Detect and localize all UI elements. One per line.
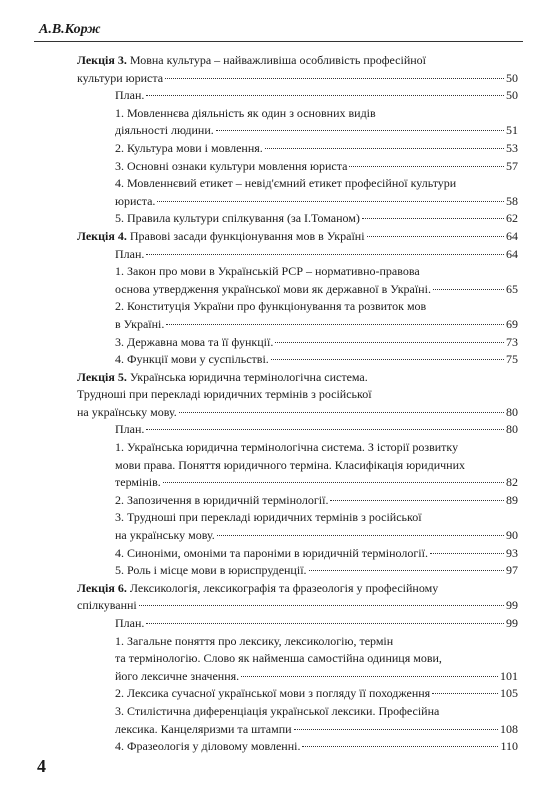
toc-leader-line [115, 738, 518, 756]
toc-leader-line [115, 334, 518, 352]
toc-entry-text [115, 545, 428, 563]
toc-entry-text [115, 246, 144, 264]
toc-entry-last-text: діяльності людини. [115, 123, 214, 138]
dot-leader [309, 570, 504, 571]
toc-entry-text: Українська юридична термінологічна система. [129, 369, 368, 384]
toc-entry-last-text: на українську мову. [77, 404, 177, 419]
toc-sub-entry [77, 738, 518, 756]
toc-lecture-entry [77, 52, 518, 87]
toc-entry-text [115, 334, 273, 352]
toc-entry-last-text: План. [115, 616, 145, 630]
toc-page-number: 73 [506, 334, 518, 349]
toc-sub-entry [77, 492, 518, 510]
toc-entry-text [115, 685, 430, 703]
toc-leader-line [77, 597, 518, 615]
toc-entry-text [115, 281, 431, 299]
toc-entry-text [115, 668, 239, 686]
toc-page-number: 80 [506, 404, 518, 419]
toc-entry-last-text: План. [115, 88, 145, 103]
toc-leader-line [115, 421, 518, 439]
toc-leader-line [115, 615, 518, 633]
toc-leader-line [115, 158, 518, 176]
toc-entry-last-text: Правові засади функціонування мов в Україні [129, 228, 365, 243]
toc-entry-text: 3. Трудноші при перекладі юридичних термінів з російської [115, 510, 422, 525]
lecture-label: Лекція 5. [77, 369, 127, 384]
toc-entry-last-text: 4. Функції мови у суспільстві. [115, 352, 269, 367]
toc-page-number: 62 [506, 211, 518, 226]
toc-leader-line [115, 527, 518, 545]
toc-lecture-entry [77, 228, 518, 246]
toc-entry-last-text: 3. Державна мова та її функції. [115, 334, 274, 349]
toc-sub-entry [77, 703, 518, 738]
toc-leader-line [77, 228, 518, 246]
toc-entry-text [115, 210, 360, 228]
toc-sub-entry [77, 158, 518, 176]
lecture-label: Лекція 4. [77, 228, 127, 243]
toc-entry-line [115, 298, 518, 316]
toc-page-number: 90 [506, 528, 518, 543]
toc-entry-text [115, 421, 144, 439]
toc-entry-last-text: 2. Лексика сучасної української мови з погляду її походження [115, 686, 431, 701]
lecture-label: Лекція 3. [77, 53, 127, 67]
toc-entry-text [77, 228, 365, 246]
toc-entry-text [77, 70, 163, 88]
dot-leader [367, 236, 504, 237]
dot-leader [241, 676, 498, 677]
dot-leader [146, 254, 504, 255]
toc-page-number: 50 [506, 88, 518, 103]
toc-entry-last-text: його лексичне значення. [115, 668, 240, 683]
toc-entry-text: мови права. Поняття юридичного терміна. Класифікація юридичних [115, 457, 465, 472]
toc-sub-entry [77, 87, 518, 105]
table-of-contents [77, 52, 518, 756]
toc-entry-text [115, 492, 328, 510]
toc-leader-line [115, 685, 518, 703]
toc-entry-last-text: 2. Запозичення в юридичній термінології. [115, 492, 329, 507]
toc-entry-text [115, 193, 155, 211]
toc-leader-line [115, 492, 518, 510]
toc-sub-entry [77, 351, 518, 369]
dot-leader [302, 746, 498, 747]
dot-leader [146, 95, 504, 96]
toc-entry-text [115, 122, 214, 140]
toc-entry-text: 1. Українська юридична термінологічна система. З історії розвитку [115, 440, 459, 455]
header-rule [34, 41, 523, 42]
toc-lecture-entry [77, 369, 518, 422]
toc-page-number: 108 [500, 721, 518, 736]
dot-leader [271, 359, 504, 360]
toc-entry-line [115, 703, 518, 721]
toc-entry-last-text: 4. Синоніми, омоніми та пароніми в юридичній термінології. [115, 545, 428, 560]
toc-entry-line [115, 263, 518, 281]
toc-entry-last-text: термінів. [115, 475, 161, 490]
dot-leader [165, 78, 504, 79]
lecture-label: Лекція 6. [77, 580, 127, 595]
toc-sub-entry [77, 509, 518, 544]
toc-leader-line [115, 721, 518, 739]
toc-entry-line [115, 457, 518, 475]
toc-leader-line [115, 545, 518, 563]
dot-leader [146, 623, 504, 624]
toc-page-number: 65 [506, 281, 518, 296]
toc-sub-entry [77, 615, 518, 633]
toc-sub-entry [77, 633, 518, 686]
toc-entry-line [77, 386, 518, 404]
toc-leader-line [115, 668, 518, 686]
toc-leader-line [115, 281, 518, 299]
toc-entry-text [115, 721, 292, 739]
toc-entry-text [115, 738, 300, 756]
toc-entry-last-text: 5. Роль і місце мови в юриспруденції. [115, 563, 307, 578]
toc-entry-text [115, 527, 215, 545]
toc-entry-line [115, 105, 518, 123]
toc-leader-line [77, 70, 518, 88]
toc-entry-last-text: 2. Культура мови і мовлення. [115, 140, 263, 155]
toc-leader-line [115, 210, 518, 228]
toc-sub-entry [77, 685, 518, 703]
toc-entry-text [115, 158, 347, 176]
toc-entry-last-text: в Україні. [115, 316, 165, 331]
toc-page-number: 89 [506, 492, 518, 507]
toc-entry-last-text: лексика. Канцеляризми та штампи [115, 721, 292, 736]
toc-entry-last-text: юриста. [115, 193, 156, 208]
toc-sub-entry [77, 545, 518, 563]
page-number: 4 [37, 756, 46, 776]
toc-page-number: 105 [500, 686, 518, 701]
toc-entry-text: Трудноші при перекладі юридичних термінів з російської [77, 387, 372, 402]
toc-leader-line [115, 246, 518, 264]
dot-leader [265, 148, 504, 149]
toc-entry-last-text: План. [115, 246, 145, 261]
dot-leader [330, 500, 504, 501]
toc-page-number: 64 [506, 228, 518, 243]
toc-sub-entry [77, 421, 518, 439]
toc-entry-line [115, 650, 518, 668]
toc-sub-entry [77, 439, 518, 492]
toc-entry-text: 1. Закон про мови в Українській РСР – нормативно-правова [115, 264, 420, 279]
toc-entry-last-text: на українську мову. [115, 528, 215, 543]
toc-entry-line [115, 509, 518, 527]
running-head: А.В.Корж [39, 22, 101, 37]
toc-page-number: 101 [500, 668, 518, 683]
toc-entry-last-text: культури юриста [77, 70, 164, 85]
toc-page-number: 99 [506, 598, 518, 613]
dot-leader [216, 130, 504, 131]
toc-page-number: 58 [506, 193, 518, 208]
toc-entry-line [115, 175, 518, 193]
dot-leader [166, 324, 504, 325]
toc-entry-text: 1. Мовленнєва діяльність як один з основних видів [115, 105, 376, 120]
toc-entry-text [115, 615, 144, 633]
toc-leader-line [115, 474, 518, 492]
toc-page-number: 57 [506, 158, 518, 173]
toc-entry-text: 4. Мовленнєвий етикет – невід'ємний етикет професійної культури [115, 176, 457, 191]
toc-entry-line [115, 633, 518, 651]
toc-page-number: 80 [506, 422, 518, 437]
toc-entry-text [77, 597, 137, 615]
toc-page-number: 64 [506, 246, 518, 261]
dot-leader [362, 218, 504, 219]
toc-entry-text [115, 474, 161, 492]
toc-sub-entry [77, 562, 518, 580]
toc-leader-line [115, 193, 518, 211]
toc-entry-last-text: 3. Основні ознаки культури мовлення юриста [115, 158, 348, 173]
toc-entry-text: 3. Стилістична диференціація української лексики. Професійна [115, 703, 440, 718]
toc-page-number: 82 [506, 475, 518, 490]
toc-page-number: 97 [506, 563, 518, 578]
toc-entry-last-text: спілкуванні [77, 598, 137, 613]
toc-leader-line [115, 122, 518, 140]
toc-entry-last-text: План. [115, 422, 145, 437]
dot-leader [157, 201, 504, 202]
toc-entry-text [115, 351, 269, 369]
toc-sub-entry [77, 298, 518, 333]
toc-sub-entry [77, 140, 518, 158]
toc-page-number: 51 [506, 123, 518, 138]
toc-entry-text [115, 140, 263, 158]
toc-lecture-entry [77, 580, 518, 615]
toc-page-number: 99 [506, 616, 518, 630]
toc-entry-last-text: 4. Фразеологія у діловому мовленні. [115, 739, 301, 754]
toc-sub-entry [77, 334, 518, 352]
toc-entry-text: 2. Конституція України про функціонування та розвиток мов [115, 299, 427, 314]
toc-leader-line [115, 562, 518, 580]
toc-page-number: 75 [506, 352, 518, 367]
dot-leader [179, 412, 504, 413]
dot-leader [275, 342, 504, 343]
toc-entry-text [115, 87, 144, 105]
toc-page-number: 93 [506, 545, 518, 560]
dot-leader [146, 429, 504, 430]
dot-leader [163, 482, 504, 483]
toc-leader-line [115, 316, 518, 334]
toc-entry-text [77, 404, 177, 422]
toc-sub-entry [77, 175, 518, 210]
toc-entry-line [77, 52, 518, 70]
toc-entry-last-text: 5. Правила культури спілкування (за І.Томаном) [115, 211, 360, 226]
toc-entry-text [115, 562, 307, 580]
toc-entry-line [77, 580, 518, 598]
dot-leader [139, 605, 504, 606]
toc-leader-line [115, 351, 518, 369]
dot-leader [349, 166, 504, 167]
toc-page-number: 53 [506, 140, 518, 155]
toc-entry-last-text: основа утвердження української мови як державної в Україні. [115, 281, 431, 296]
dot-leader [432, 693, 498, 694]
toc-leader-line [115, 87, 518, 105]
toc-entry-line [77, 369, 518, 387]
dot-leader [433, 289, 504, 290]
toc-page-number: 69 [506, 316, 518, 331]
toc-leader-line [77, 404, 518, 422]
toc-sub-entry [77, 246, 518, 264]
toc-sub-entry [77, 263, 518, 298]
toc-page-number: 50 [506, 70, 518, 85]
toc-entry-text [115, 316, 164, 334]
toc-page-number: 110 [500, 739, 518, 754]
dot-leader [217, 535, 504, 536]
dot-leader [430, 553, 504, 554]
toc-leader-line [115, 140, 518, 158]
toc-entry-text: Мовна культура – найважливіша особливість професійної [129, 53, 426, 67]
toc-entry-text: 1. Загальне поняття про лексику, лексикологію, термін [115, 633, 394, 648]
toc-sub-entry [77, 105, 518, 140]
dot-leader [294, 729, 498, 730]
toc-entry-text: Лексикологія, лексикографія та фразеологія у професійному [129, 580, 439, 595]
toc-entry-line [115, 439, 518, 457]
toc-sub-entry [77, 210, 518, 228]
toc-entry-text: та термінологію. Слово як найменша самостійна одиниця мови, [115, 651, 442, 666]
